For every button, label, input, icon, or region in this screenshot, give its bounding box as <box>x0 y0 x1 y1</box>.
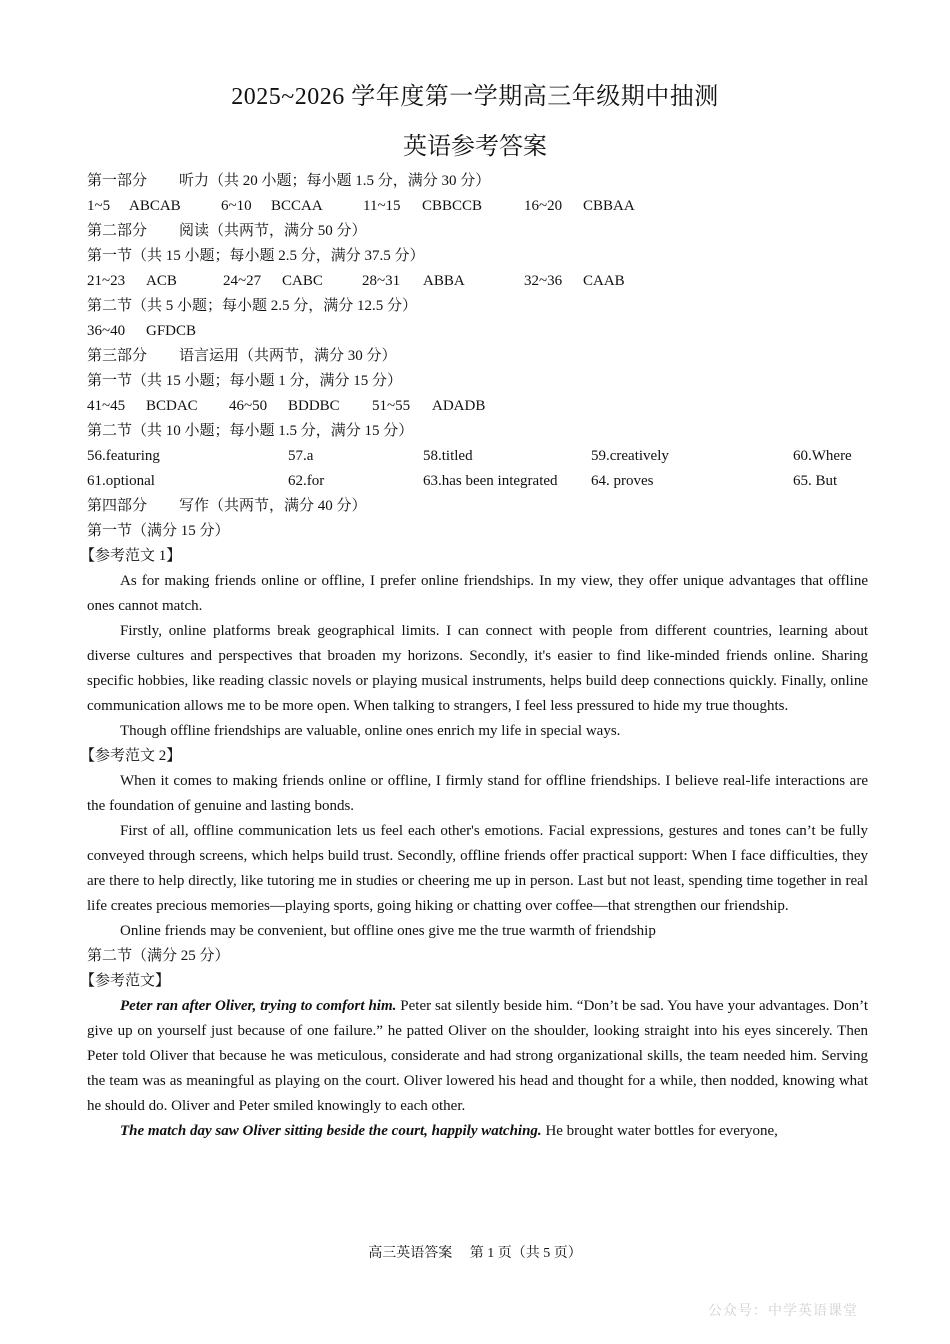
part4-sec1-heading: 第一节（满分 15 分） <box>87 523 230 539</box>
story-paragraph-1 <box>87 994 868 1119</box>
sample2-paragraph: When it comes to making friends online or offline, I firmly stand for offline friendships. I believe real-life interactions are the foundation of genuine and lasting bonds. <box>87 773 868 814</box>
part3-label: 第三部分 <box>87 348 148 364</box>
answer-keys: BCCAA <box>271 198 323 214</box>
part2-desc: 阅读（共两节，满分 50 分） <box>179 223 367 239</box>
answer-body <box>80 169 868 1144</box>
answer-range: 46~50 <box>229 398 268 414</box>
answer-range: 6~10 <box>221 198 252 214</box>
sample1-paragraph: As for making friends online or offline, I prefer online friendships. In my view, they offer unique advantages that offline ones cannot match. <box>87 573 868 614</box>
fill-answer: 57.a <box>288 448 314 464</box>
answer-range: 1~5 <box>87 198 111 214</box>
fill-answer: 56.featuring <box>87 448 160 464</box>
part1-answers <box>87 194 868 219</box>
part1-label: 第一部分 <box>87 173 148 189</box>
fill-answer: 59.creatively <box>591 448 669 464</box>
sample1-paragraph: Firstly, online platforms break geographical limits. I can connect with people from different countries, learning about diverse cultures and perspectives that broaden my horizons. Secondly, it's easier to find like-minded friends online. Sharing specific hobbies, like reading classic novels or playing musical instruments, helps build deep connections quickly. Finally, online communication allows me to be more open. When talking to strangers, I feel less pressured to hide my true thoughts. <box>87 623 868 714</box>
part2-heading <box>87 219 868 244</box>
answer-keys: ABCAB <box>129 198 181 214</box>
sample2-paragraph: Online friends may be convenient, but offline ones give me the true warmth of friendship <box>120 923 656 939</box>
answer-keys: ACB <box>146 273 177 289</box>
part2-sec2-answers <box>87 319 868 344</box>
part2-label: 第二部分 <box>87 223 148 239</box>
answer-range: 11~15 <box>363 198 401 214</box>
answer-range: 21~23 <box>87 273 126 289</box>
answer-range: 51~55 <box>372 398 411 414</box>
part3-sec1-heading: 第一节（共 15 小题；每小题 1 分，满分 15 分） <box>87 373 403 389</box>
document-subtitle: 英语参考答案 <box>403 134 547 160</box>
part1-desc: 听力（共 20 小题；每小题 1.5 分，满分 30 分） <box>179 173 491 189</box>
answer-keys: BDDBC <box>288 398 340 414</box>
fill-answers-row-1 <box>87 444 868 469</box>
sample1-paragraph: Though offline friendships are valuable, online ones enrich my life in special ways. <box>120 723 621 739</box>
fill-answer: 64. proves <box>591 473 654 489</box>
answer-keys: BCDAC <box>146 398 198 414</box>
part4-heading <box>87 494 868 519</box>
part2-sec1-heading: 第一节（共 15 小题；每小题 2.5 分，满分 37.5 分） <box>87 248 425 264</box>
part3-heading <box>87 344 868 369</box>
page-footer: 高三英语答案 第 1 页（共 5 页） <box>368 1246 582 1261</box>
part4-label: 第四部分 <box>87 498 148 514</box>
story-lead-sentence: Peter ran after Oliver, trying to comfort him. <box>120 998 397 1014</box>
sample2-label: 【参考范文 2】 <box>80 748 182 764</box>
story-paragraph-2 <box>87 1119 868 1144</box>
part4-desc: 写作（共两节，满分 40 分） <box>179 498 367 514</box>
story-lead-sentence: The match day saw Oliver sitting beside the court, happily watching. <box>120 1123 542 1139</box>
part2-sec1-answers <box>87 269 868 294</box>
part4-sec2-heading: 第二节（满分 25 分） <box>87 948 230 964</box>
answer-range: 24~27 <box>223 273 262 289</box>
sample1-label: 【参考范文 1】 <box>80 548 182 564</box>
answer-keys: ADADB <box>432 398 486 414</box>
fill-answers-row-2 <box>87 469 868 494</box>
sample3-label: 【参考范文】 <box>80 973 171 989</box>
part3-sec2-heading: 第二节（共 10 小题；每小题 1.5 分，满分 15 分） <box>87 423 414 439</box>
document-title: 2025~2026 学年度第一学期高三年级期中抽测 <box>231 84 719 110</box>
answer-range: 36~40 <box>87 323 126 339</box>
answer-range: 32~36 <box>524 273 563 289</box>
answer-keys: CBBAA <box>583 198 635 214</box>
answer-keys: GFDCB <box>146 323 197 339</box>
story-body-text: Peter sat silently beside him. “Don’t be sad. You have your advantages. Don’t give up on yourself just because of one failure.” he patted Oliver on the shoulder, looking straight into his eyes sincerely. Then Peter told Oliver that because he was meticulous, considerate and had strong organizational skills, the team needed him. Serving the team was as meaningful as playing on the court. Oliver lowered his head and thought for a while, then nodded, knowing what he should do. Oliver and Peter smiled knowingly to each other. <box>87 998 868 1114</box>
part2-sec2-heading: 第二节（共 5 小题；每小题 2.5 分，满分 12.5 分） <box>87 298 418 314</box>
fill-answer: 60.Where <box>793 448 852 464</box>
part3-desc: 语言运用（共两节，满分 30 分） <box>179 348 397 364</box>
fill-answer: 58.titled <box>423 448 473 464</box>
answer-keys: ABBA <box>423 273 465 289</box>
answer-keys: CAAB <box>583 273 625 289</box>
fill-answer: 65. But <box>793 473 838 489</box>
answer-keys: CBBCCB <box>422 198 483 214</box>
answer-range: 41~45 <box>87 398 126 414</box>
fill-answer: 62.for <box>288 473 325 489</box>
answer-range: 28~31 <box>362 273 401 289</box>
part1-heading <box>87 169 868 194</box>
fill-answer: 61.optional <box>87 473 155 489</box>
watermark: 公众号：中学英语课堂 <box>708 1303 858 1319</box>
sample2-paragraph: First of all, offline communication lets us feel each other's emotions. Facial expressions, gestures and tones can’t be fully conveyed through screens, which helps build trust. Secondly, offline friends offer practical support: When I face difficulties, they are there to help directly, like tutoring me in studies or cheering me up in person. Last but not least, spending time together in real life creates precious memories—playing sports, going hiking or chatting over coffee—that strengthen our friendship. <box>87 823 868 914</box>
fill-answer: 63.has been integrated <box>423 473 558 489</box>
story-body-text: He brought water bottles for everyone, <box>541 1123 778 1139</box>
answer-keys: CABC <box>282 273 323 289</box>
part3-sec1-answers <box>87 394 868 419</box>
answer-range: 16~20 <box>524 198 563 214</box>
